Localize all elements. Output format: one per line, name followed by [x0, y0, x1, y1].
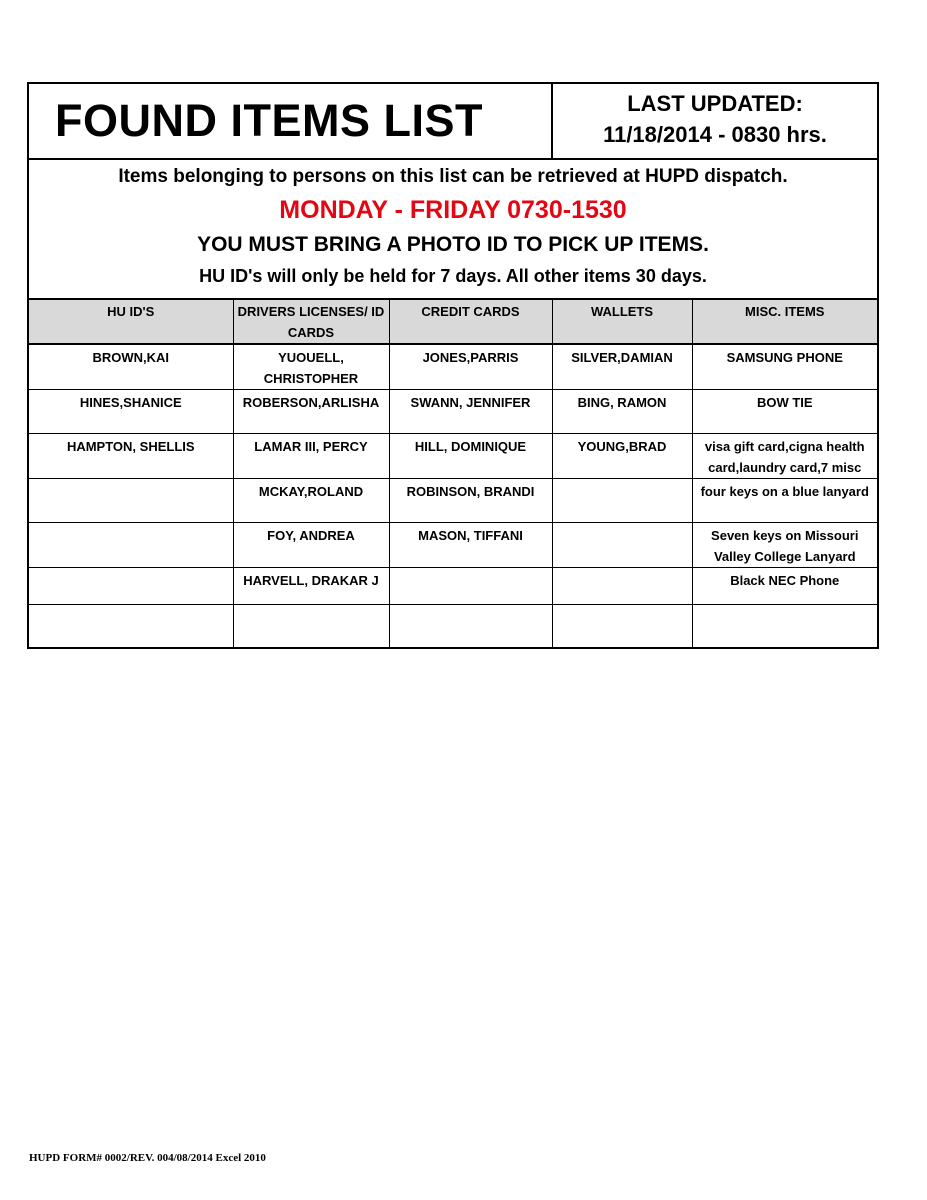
- header-row: [29, 84, 877, 160]
- last-updated-value: 11/18/2014 - 0830 hrs.: [603, 122, 827, 147]
- table-cell: ROBINSON, BRANDI: [389, 479, 552, 523]
- table-cell: [552, 568, 692, 605]
- table-cell: [29, 568, 233, 605]
- table-cell: Black NEC Phone: [692, 568, 877, 605]
- retention-notice: HU ID's will only be held for 7 days. All other items 30 days.: [199, 266, 707, 286]
- page-title: FOUND ITEMS LIST: [55, 95, 483, 146]
- table-cell: MCKAY,ROLAND: [233, 479, 389, 523]
- table-cell: SILVER,DAMIAN: [552, 344, 692, 390]
- table-cell: [552, 523, 692, 568]
- found-items-table: [29, 300, 877, 647]
- table-cell: BOW TIE: [692, 390, 877, 434]
- table-row: [29, 390, 877, 434]
- column-header-wallets: WALLETS: [552, 300, 692, 344]
- table-cell: SAMSUNG PHONE: [692, 344, 877, 390]
- dispatch-hours: MONDAY - FRIDAY 0730-1530: [279, 196, 627, 224]
- last-updated-label: LAST UPDATED:: [627, 91, 803, 116]
- title-cell: [29, 84, 553, 158]
- table-cell: BING, RAMON: [552, 390, 692, 434]
- table-cell: [233, 605, 389, 648]
- table-cell: LAMAR III, PERCY: [233, 434, 389, 479]
- table-row: [29, 523, 877, 568]
- table-cell: [389, 568, 552, 605]
- table-header-row: [29, 300, 877, 344]
- table-row: [29, 605, 877, 648]
- found-items-sheet: [27, 82, 879, 649]
- table-cell: YUOUELL, CHRISTOPHER: [233, 344, 389, 390]
- table-cell: HINES,SHANICE: [29, 390, 233, 434]
- notice-block: [29, 160, 877, 300]
- column-header-drivers-licenses: DRIVERS LICENSES/ ID CARDS: [233, 300, 389, 344]
- form-footer: HUPD FORM# 0002/REV. 004/08/2014 Excel 2010: [29, 1152, 266, 1164]
- table-cell: four keys on a blue lanyard: [692, 479, 877, 523]
- table-cell: HAMPTON, SHELLIS: [29, 434, 233, 479]
- table-cell: visa gift card,cigna health card,laundry card,7 misc: [692, 434, 877, 479]
- table-cell: YOUNG,BRAD: [552, 434, 692, 479]
- table-row: [29, 479, 877, 523]
- table-cell: [29, 605, 233, 648]
- table-cell: ROBERSON,ARLISHA: [233, 390, 389, 434]
- table-cell: HARVELL, DRAKAR J: [233, 568, 389, 605]
- table-row: [29, 434, 877, 479]
- photo-id-notice: YOU MUST BRING A PHOTO ID TO PICK UP ITEMS.: [197, 233, 709, 256]
- column-header-credit-cards: CREDIT CARDS: [389, 300, 552, 344]
- column-header-misc-items: MISC. ITEMS: [692, 300, 877, 344]
- table-cell: [29, 479, 233, 523]
- table-cell: JONES,PARRIS: [389, 344, 552, 390]
- table-row: [29, 568, 877, 605]
- table-cell: MASON, TIFFANI: [389, 523, 552, 568]
- table-cell: BROWN,KAI: [29, 344, 233, 390]
- table-cell: Seven keys on Missouri Valley College Lanyard: [692, 523, 877, 568]
- table-cell: [692, 605, 877, 648]
- table-cell: [29, 523, 233, 568]
- table-cell: SWANN, JENNIFER: [389, 390, 552, 434]
- retrieval-notice: Items belonging to persons on this list can be retrieved at HUPD dispatch.: [118, 166, 788, 187]
- table-cell: [389, 605, 552, 648]
- table-cell: FOY, ANDREA: [233, 523, 389, 568]
- last-updated-cell: [553, 84, 877, 158]
- column-header-hu-ids: HU ID'S: [29, 300, 233, 344]
- table-cell: HILL, DOMINIQUE: [389, 434, 552, 479]
- table-row: [29, 344, 877, 390]
- table-cell: [552, 479, 692, 523]
- table-cell: [552, 605, 692, 648]
